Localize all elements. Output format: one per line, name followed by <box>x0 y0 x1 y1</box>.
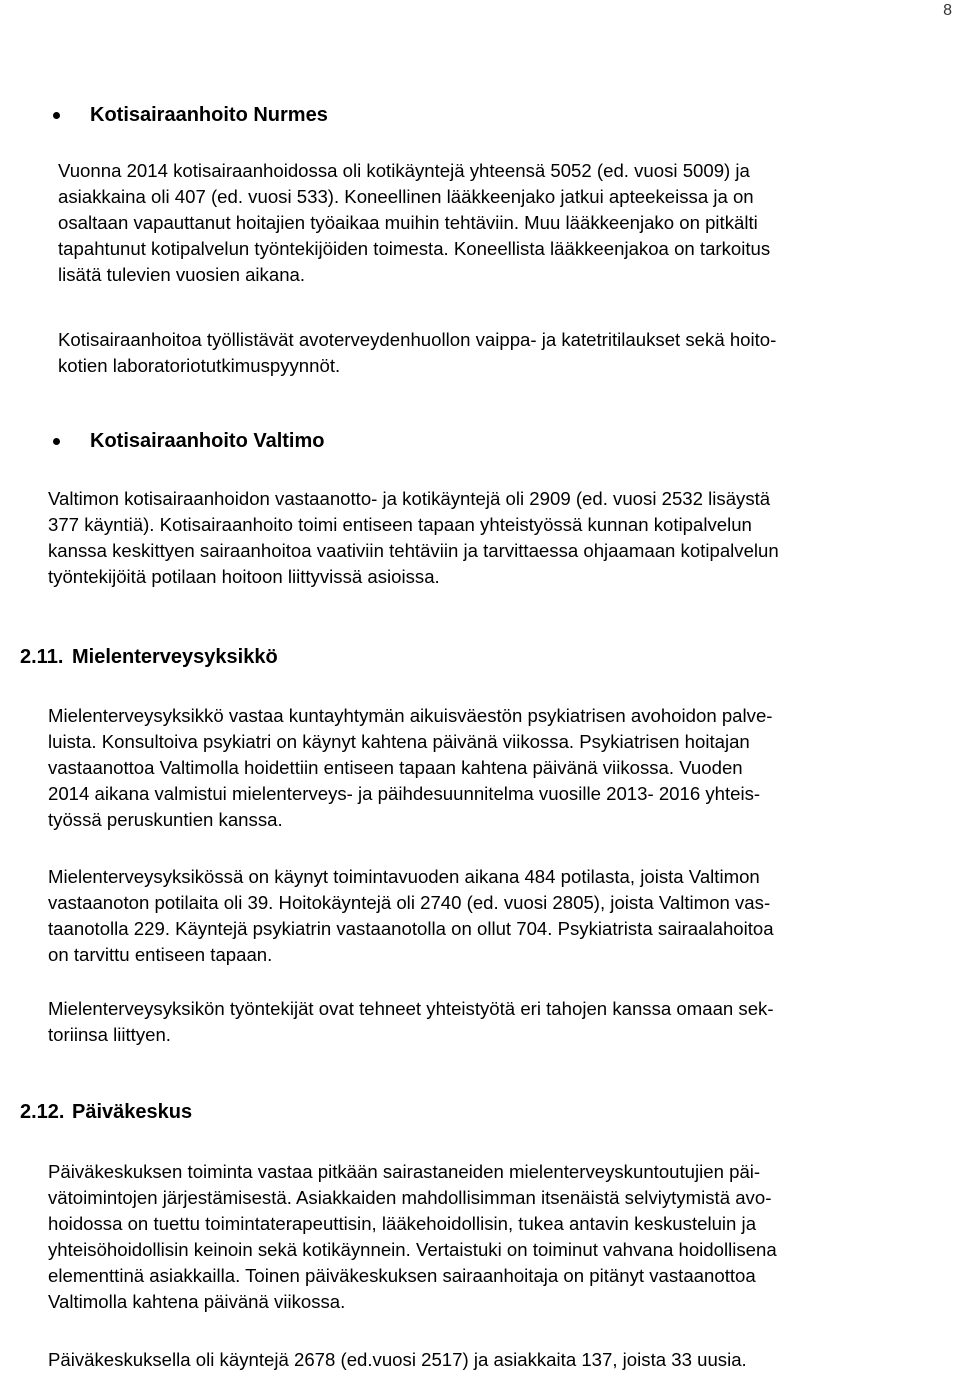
text-line: osaltaan vapauttanut hoitajien työaikaa muihin tehtäviin. Muu lääkkeenjako on pitkälti <box>58 212 758 233</box>
paragraph-mielenterveys-cooperation <box>48 996 960 1048</box>
bullet-icon <box>53 438 60 445</box>
paragraph-mielenterveys-intro <box>48 703 960 833</box>
text-line: Valtimolla kahtena päivänä viikossa. <box>48 1291 346 1312</box>
paragraph-nurmes-orders <box>58 327 958 379</box>
text-line: Mielenterveysyksikön työntekijät ovat tehneet yhteistyötä eri tahojen kanssa omaan sek- <box>48 998 774 1019</box>
text-line: elementtinä asiakkailla. Toinen päiväkeskuksen sairaanhoitaja on pitänyt vastaanottoa <box>48 1265 756 1286</box>
text-line: Valtimon kotisairaanhoidon vastaanotto- ja kotikäyntejä oli 2909 (ed. vuosi 2532 lisäystä <box>48 488 771 509</box>
text-line: asiakkaina oli 407 (ed. vuosi 533). Koneellinen lääkkeenjako jatkui apteekeissa ja on <box>58 186 754 207</box>
paragraph-paivakeskus-intro <box>48 1159 960 1315</box>
text-line: on tarvittu entiseen tapaan. <box>48 944 273 965</box>
text-line: vätoimintojen järjestämisestä. Asiakkaiden mahdollisimman itsenäistä selviytymistä avo- <box>48 1187 772 1208</box>
text-line: 2014 aikana valmistui mielenterveys- ja päihdesuunnitelma vuosille 2013- 2016 yhteis- <box>48 783 761 804</box>
text-line: työssä peruskuntien kanssa. <box>48 809 283 830</box>
text-line: hoidossa on tuettu toimintaterapeuttisin, lääkehoidollisin, tukea antavin keskusteluin ja <box>48 1213 757 1234</box>
text-line: luista. Konsultoiva psykiatri on käynyt kahtena päivänä viikossa. Psykiatrisen hoitajan <box>48 731 750 752</box>
text-line: Kotisairaanhoitoa työllistävät avoterveydenhuollon vaippa- ja katetritilaukset sekä hoito- <box>58 329 777 350</box>
paragraph-nurmes-visits <box>58 158 958 288</box>
section-heading-text: Kotisairaanhoito Valtimo <box>90 430 325 452</box>
text-line: toriinsa liittyen. <box>48 1024 171 1045</box>
text-line: vastaanottoa Valtimolla hoidettiin entiseen tapaan kahtena päivänä viikossa. Vuoden <box>48 757 743 778</box>
section-number: 2.11. <box>20 646 64 668</box>
text-line: Mielenterveysyksikkö vastaa kuntayhtymän aikuisväestön psykiatrisen avohoidon palve- <box>48 705 773 726</box>
text-line: Päiväkeskuksella oli käyntejä 2678 (ed.vuosi 2517) ja asiakkaita 137, joista 33 uusia. <box>48 1349 747 1370</box>
text-line: kanssa keskittyen sairaanhoitoa vaativiin tehtäviin ja tarvittaessa ohjaamaan kotipalvelun <box>48 540 779 561</box>
text-line: työntekijöitä potilaan hoitoon liittyvissä asioissa. <box>48 566 440 587</box>
section-title: Päiväkeskus <box>72 1101 193 1123</box>
text-line: kotien laboratoriotutkimuspyynnöt. <box>58 355 341 376</box>
text-line: Vuonna 2014 kotisairaanhoidossa oli kotikäyntejä yhteensä 5052 (ed. vuosi 5009) ja <box>58 160 750 181</box>
text-line: 377 käyntiä). Kotisairaanhoito toimi entiseen tapaan yhteistyössä kunnan kotipalvelun <box>48 514 752 535</box>
bullet-icon <box>53 112 60 119</box>
page-number: 8 <box>943 2 952 19</box>
text-line: vastaanoton potilaita oli 39. Hoitokäyntejä oli 2740 (ed. vuosi 2805), joista Valtimon vas- <box>48 892 771 913</box>
section-title: Mielenterveysyksikkö <box>72 646 278 668</box>
section-number: 2.12. <box>20 1101 65 1123</box>
paragraph-valtimo-visits <box>48 486 960 590</box>
paragraph-mielenterveys-stats <box>48 864 960 968</box>
text-line: taanotolla 229. Käyntejä psykiatrin vastaanotolla on ollut 704. Psykiatrista sairaalahoitoa <box>48 918 774 939</box>
text-line: lisätä tulevien vuosien aikana. <box>58 264 306 285</box>
text-line: tapahtunut kotipalvelun työntekijöiden toimesta. Koneellista lääkkeenjakoa on tarkoitus <box>58 238 771 259</box>
text-line: Päiväkeskuksen toiminta vastaa pitkään sairastaneiden mielenterveyskuntoutujien päi- <box>48 1161 761 1182</box>
section-heading-text: Kotisairaanhoito Nurmes <box>90 104 328 126</box>
paragraph-paivakeskus-stats <box>48 1347 960 1373</box>
text-line: Mielenterveysyksikössä on käynyt toimintavuoden aikana 484 potilasta, joista Valtimon <box>48 866 760 887</box>
text-line: yhteisöhoidollisin keinoin sekä kotikäynnein. Vertaistuki on toiminut vahvana hoidollisena <box>48 1239 777 1260</box>
